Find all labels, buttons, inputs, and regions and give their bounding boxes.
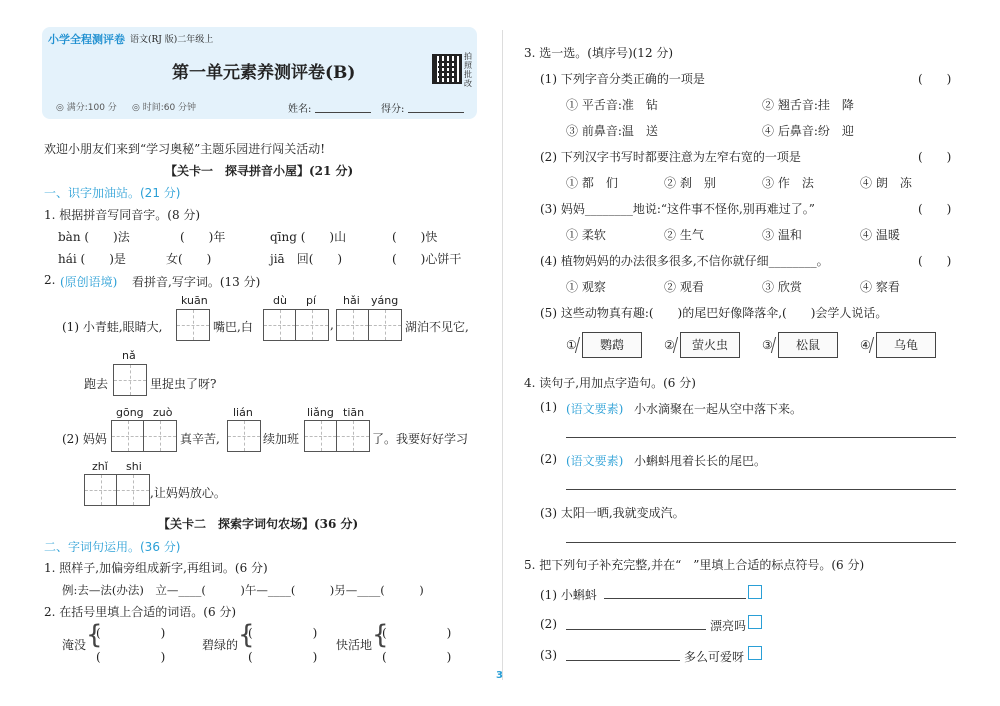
pinyin-na: nǎ (122, 349, 136, 362)
q1-row1-b: ( )年 (180, 230, 226, 244)
pinyin-zhi: zhǐ (92, 460, 108, 473)
writing-grid[interactable] (227, 420, 261, 452)
animal-card: 萤火虫 (680, 332, 740, 358)
option-number: ④ (860, 338, 871, 352)
q1-row2-b: 女( ) (166, 252, 212, 266)
pinyin-tian: tiān (343, 406, 365, 419)
pinyin-hai: hǎi (343, 294, 360, 307)
writing-grid[interactable] (111, 420, 177, 452)
sub-question-2: (2) 下列汉字书写时都要注意为左窄右宽的一项是 (540, 150, 801, 164)
section-two-heading: 二、字词句运用。(36 分) (44, 540, 181, 554)
writing-grid[interactable] (304, 420, 370, 452)
paren-blank[interactable]: ( ) (382, 650, 452, 664)
p1-text-a: (1) 小青蛙,眼睛大, (62, 320, 163, 334)
answer-line[interactable] (566, 437, 956, 438)
paren-blank[interactable]: ( ) (248, 626, 318, 640)
q1-row2-c: jiā 回( ) (270, 252, 343, 266)
writing-grid[interactable] (84, 474, 150, 506)
option-number: ② (664, 338, 675, 352)
animal-card: 乌龟 (876, 332, 936, 358)
answer-paren[interactable]: ( ) (918, 72, 952, 86)
stage-two-title: 【关卡二 探索字词句农场】(36 分) (158, 517, 359, 531)
pinyin-kuan: kuān (181, 294, 208, 307)
option: ① 平舌音:准 钻 (566, 98, 658, 112)
answer-paren[interactable]: ( ) (918, 202, 952, 216)
writing-grid[interactable] (113, 364, 147, 396)
question-2-tag: (原创语境) (60, 275, 118, 289)
intro-text: 欢迎小朋友们来到“学习奥秘”主题乐园进行闯关活动! (44, 142, 326, 156)
q1-row2-a: hái ( )是 (58, 252, 126, 266)
p2-text-a: (2) 妈妈 (62, 432, 107, 446)
question-1: 1. 根据拼音写同音字。(8 分) (44, 208, 201, 222)
question-2-text: 看拼音,写字词。(13 分) (132, 275, 261, 289)
option: ③ 前鼻音:温 送 (566, 124, 658, 138)
page-number: 3 (496, 670, 503, 681)
p2-text-b: 真辛苦, (180, 432, 220, 446)
pinyin-pi: pí (306, 294, 317, 307)
q5-3-text: 多么可爱呀 (684, 650, 745, 664)
q4-3-sentence: (3) 太阳一晒,我就变成汽。 (540, 506, 685, 520)
q4-word-3: 快活地 (336, 638, 373, 652)
p1-text-d: 湖泊不见它, (405, 320, 469, 334)
subject-label: 语文(RJ 版)二年级上 (130, 35, 214, 45)
brand-name: 小学全程测评卷 (48, 33, 125, 46)
animal-card: 鹦鹉 (582, 332, 642, 358)
q1-row1-a: bàn ( )法 (58, 230, 130, 244)
option: ② 翘舌音:挂 降 (762, 98, 854, 112)
q5-2-number: (2) (540, 617, 557, 631)
score-label: ◎ 满分:100 分 (56, 103, 117, 113)
writing-grid[interactable] (176, 309, 210, 341)
q4-word-2: 碧绿的 (202, 638, 239, 652)
q4-1-sentence: 小水滴聚在一起从空中落下来。 (634, 402, 803, 416)
pinyin-yang: yáng (371, 294, 399, 307)
question-3: 1. 照样子,加偏旁组成新字,再组词。(6 分) (44, 561, 268, 575)
option: ③ 温和 (762, 228, 802, 242)
option: ③ 欣赏 (762, 280, 802, 294)
right-question-3: 3. 选一选。(填序号)(12 分) (524, 46, 674, 60)
question-4: 2. 在括号里填上合适的词语。(6 分) (44, 605, 237, 619)
answer-line[interactable] (566, 660, 680, 661)
q1-row1-d: ( )快 (392, 230, 438, 244)
option: ② 观看 (664, 280, 704, 294)
punctuation-box[interactable] (748, 646, 762, 660)
brace-icon: { (86, 620, 103, 650)
pinyin-gong: gōng (116, 406, 144, 419)
q4-1-number: (1) (540, 400, 557, 414)
option-number: ① (566, 338, 577, 352)
paren-blank[interactable]: ( ) (96, 650, 166, 664)
q5-1-text: (1) 小蝌蚪 (540, 588, 597, 602)
punctuation-box[interactable] (748, 585, 762, 599)
brace-icon: { (372, 620, 389, 650)
option: ④ 后鼻音:纷 迎 (762, 124, 854, 138)
option: ③ 作 法 (762, 176, 814, 190)
q5-3-number: (3) (540, 648, 557, 662)
brace-icon: { (238, 620, 255, 650)
sub-question-5: (5) 这些动物真有趣:( )的尾巴好像降落伞,( )会学人说话。 (540, 306, 888, 320)
option: ④ 察看 (860, 280, 900, 294)
pinyin-shi: shi (126, 460, 142, 473)
writing-grid[interactable] (263, 309, 329, 341)
q4-2-tag: (语文要素) (566, 454, 624, 468)
paren-blank[interactable]: ( ) (382, 626, 452, 640)
points-label: 得分: (381, 104, 405, 115)
q4-2-number: (2) (540, 452, 557, 466)
answer-line[interactable] (566, 489, 956, 490)
answer-line[interactable] (566, 542, 956, 543)
q1-row2-d: ( )心饼干 (392, 252, 462, 266)
animal-card: 松鼠 (778, 332, 838, 358)
right-question-5: 5. 把下列句子补充完整,并在“ ”里填上合适的标点符号。(6 分) (524, 558, 865, 572)
sub-question-4: (4) 植物妈妈的办法很多很多,不信你就仔细________。 (540, 254, 829, 268)
option: ① 都 们 (566, 176, 618, 190)
qr-caption: 拍照批改 (464, 52, 472, 88)
time-label: ◎ 时间:60 分钟 (132, 103, 197, 113)
pinyin-du: dù (273, 294, 287, 307)
page-title: 第一单元素养测评卷(B) (172, 63, 356, 83)
q4-1-tag: (语文要素) (566, 402, 624, 416)
option-number: ③ (762, 338, 773, 352)
stage-one-title: 【关卡一 探寻拼音小屋】(21 分) (165, 164, 354, 178)
column-divider (502, 30, 503, 680)
right-question-4: 4. 读句子,用加点字造句。(6 分) (524, 376, 696, 390)
punctuation-box[interactable] (748, 615, 762, 629)
option: ② 生气 (664, 228, 704, 242)
q4-word-1: 淹没 (62, 638, 87, 652)
p1-text-e: 跑去 (84, 377, 109, 391)
answer-paren[interactable]: ( ) (918, 254, 952, 268)
q1-row1-c: qīng ( )山 (270, 230, 347, 244)
option: ① 柔软 (566, 228, 606, 242)
paren-blank[interactable]: ( ) (248, 650, 318, 664)
option: ④ 温暖 (860, 228, 900, 242)
q5-2-text: 漂亮吗 (710, 619, 747, 633)
p2-text-e: ,让妈妈放心。 (150, 486, 226, 500)
answer-line[interactable] (566, 629, 706, 630)
q4-2-sentence: 小蝌蚪甩着长长的尾巴。 (634, 454, 767, 468)
name-label: 姓名: (288, 104, 312, 115)
pinyin-zuo: zuò (153, 406, 173, 419)
option: ④ 朗 冻 (860, 176, 912, 190)
p2-text-c: 续加班 (263, 432, 300, 446)
sub-question-1: (1) 下列字音分类正确的一项是 (540, 72, 705, 86)
qr-code-icon (432, 54, 462, 84)
name-field[interactable] (315, 112, 371, 113)
p1-text-b: 嘴巴,白 (213, 320, 253, 334)
p1-text-f: 里捉虫了呀? (150, 377, 217, 391)
points-field[interactable] (408, 112, 464, 113)
pinyin-liang: liǎng (307, 406, 334, 419)
question-2-number: 2. (44, 273, 56, 287)
writing-grid[interactable] (336, 309, 402, 341)
p2-text-d: 了。我要好好学习 (372, 432, 469, 446)
paren-blank[interactable]: ( ) (96, 626, 166, 640)
option: ② 刹 别 (664, 176, 716, 190)
section-one-heading: 一、识字加油站。(21 分) (44, 186, 181, 200)
p1-text-c: , (330, 318, 334, 332)
option: ① 观察 (566, 280, 606, 294)
pinyin-lian: lián (233, 406, 253, 419)
q3-example-row: 例:去—法(办法) 立—____( )午—____( )另—____( ) (62, 583, 424, 597)
answer-paren[interactable]: ( ) (918, 150, 952, 164)
sub-question-3: (3) 妈妈________地说:“这件事不怪你,别再难过了。” (540, 202, 815, 216)
answer-line[interactable] (604, 598, 746, 599)
